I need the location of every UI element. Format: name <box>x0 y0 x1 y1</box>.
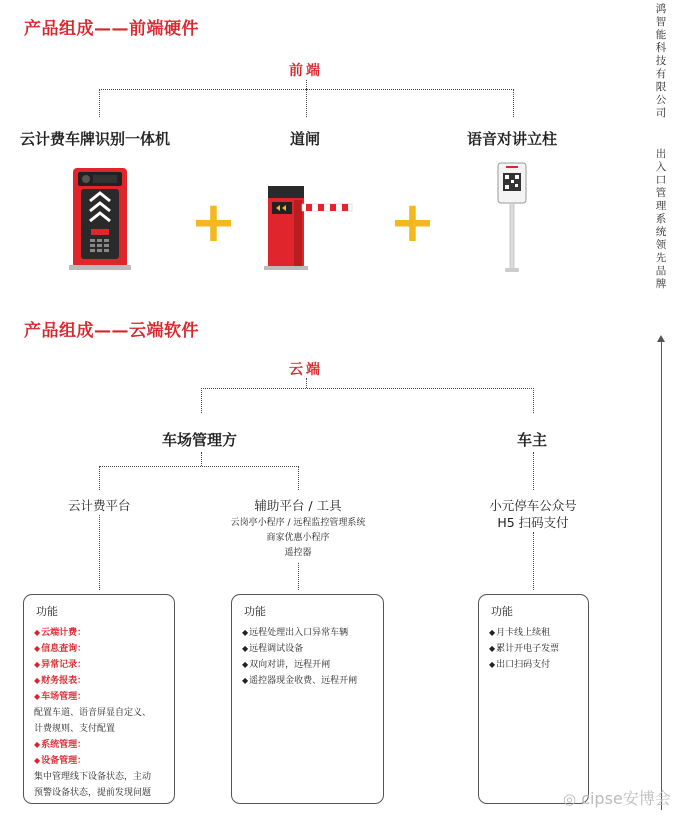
hw-item-barrier-label: 道闸 <box>290 130 321 148</box>
parking-manager-label: 车场管理方 <box>162 431 238 449</box>
cloud-billing-platform-label: 云计费平台 <box>68 498 131 513</box>
feature-item: ◆ 信息查询： <box>34 641 174 657</box>
feature-box-owner <box>478 594 589 804</box>
aux-platform-line: 商家优惠小程序 <box>266 533 330 543</box>
aux-platform-line: 云岗亭小程序 / 远程监控管理系统 <box>230 518 366 528</box>
barrier-gate-image <box>258 180 354 272</box>
tree-connector <box>298 563 299 590</box>
feature-item: ◆ 设备管理： <box>34 753 174 769</box>
vertical-divider <box>661 340 662 810</box>
tree-connector <box>201 452 202 466</box>
frontend-root-label: 前端 <box>289 63 323 79</box>
feature-box-aux-platform <box>231 594 384 804</box>
divider-arrow-icon <box>657 335 665 342</box>
feature-item: 预警设备状态，提前发现问题 <box>34 788 152 798</box>
feature-list <box>34 625 174 801</box>
watermark-text: cipse安博会 <box>581 789 671 808</box>
feature-list <box>489 625 588 673</box>
watermark <box>563 786 671 809</box>
tree-connector <box>306 378 307 388</box>
feature-item: 集中管理线下设备状态，主动 <box>34 772 152 782</box>
feature-item: ◆ 累计开电子发票 <box>489 641 588 657</box>
hw-item-intercom-label: 语音对讲立柱 <box>467 130 558 148</box>
feature-item: ◆ 月卡线上续租 <box>489 625 588 641</box>
feature-item: 配置车道、语音屏显自定义、 <box>34 708 152 718</box>
car-owner-label: 车主 <box>517 431 548 449</box>
feature-item: ◆ 远程处理出入口异常车辆 <box>242 625 383 641</box>
tree-connector <box>99 89 100 117</box>
feature-box-title: 功能 <box>491 605 513 618</box>
hw-item-camera-label: 云计费车牌识别一体机 <box>20 130 171 148</box>
lpr-kiosk-image <box>55 165 145 273</box>
feature-item: 计费规则、支付配置 <box>34 724 116 734</box>
aux-platform-line: 遥控器 <box>284 548 312 558</box>
slogan-vertical: 出入口管理系统领先品牌 <box>655 148 667 290</box>
tree-connector <box>99 515 100 590</box>
feature-item: ◆ 遥控器现金收费、远程开闸 <box>242 673 383 689</box>
feature-box-title: 功能 <box>244 605 266 618</box>
tree-connector <box>99 466 100 490</box>
feature-list <box>242 625 383 689</box>
section-title-software: 产品组成——云端软件 <box>24 321 199 341</box>
tree-connector <box>298 466 299 490</box>
feature-item: ◆ 系统管理： <box>34 737 174 753</box>
tree-connector <box>513 89 514 117</box>
tree-connector <box>306 80 307 89</box>
feature-item: ◆ 远程调试设备 <box>242 641 383 657</box>
tree-connector <box>99 466 299 467</box>
cloud-root-label: 云端 <box>289 362 323 378</box>
plus-icon: + <box>190 190 237 255</box>
tree-connector <box>533 452 534 490</box>
feature-item: ◆ 异常记录： <box>34 657 174 673</box>
feature-item: ◆ 双向对讲，远程开闸 <box>242 657 383 673</box>
section-title-hardware: 产品组成——前端硬件 <box>24 19 199 39</box>
feature-item: ◆ 云端计费： <box>34 625 174 641</box>
tree-connector <box>201 388 534 389</box>
plus-icon: + <box>389 190 436 255</box>
feature-box-title: 功能 <box>36 605 58 618</box>
tree-connector <box>533 532 534 590</box>
intercom-pillar-image <box>492 160 532 275</box>
tree-connector <box>533 388 534 413</box>
aux-platform-label: 辅助平台 / 工具 <box>254 498 342 513</box>
feature-item: ◆ 出口扫码支付 <box>489 657 588 673</box>
feature-item: ◆ 车场管理： <box>34 689 174 705</box>
tree-connector <box>306 89 307 117</box>
owner-wechat-label: 小元停车公众号 <box>489 498 577 513</box>
feature-item: ◆ 财务报表： <box>34 673 174 689</box>
tree-connector <box>201 388 202 413</box>
company-name-vertical: 鸿智能科技有限公司 <box>655 3 667 119</box>
owner-h5-label: H5 扫码支付 <box>497 515 569 530</box>
feature-box-cloud-billing <box>23 594 175 804</box>
wechat-icon: ◎ <box>563 790 577 808</box>
